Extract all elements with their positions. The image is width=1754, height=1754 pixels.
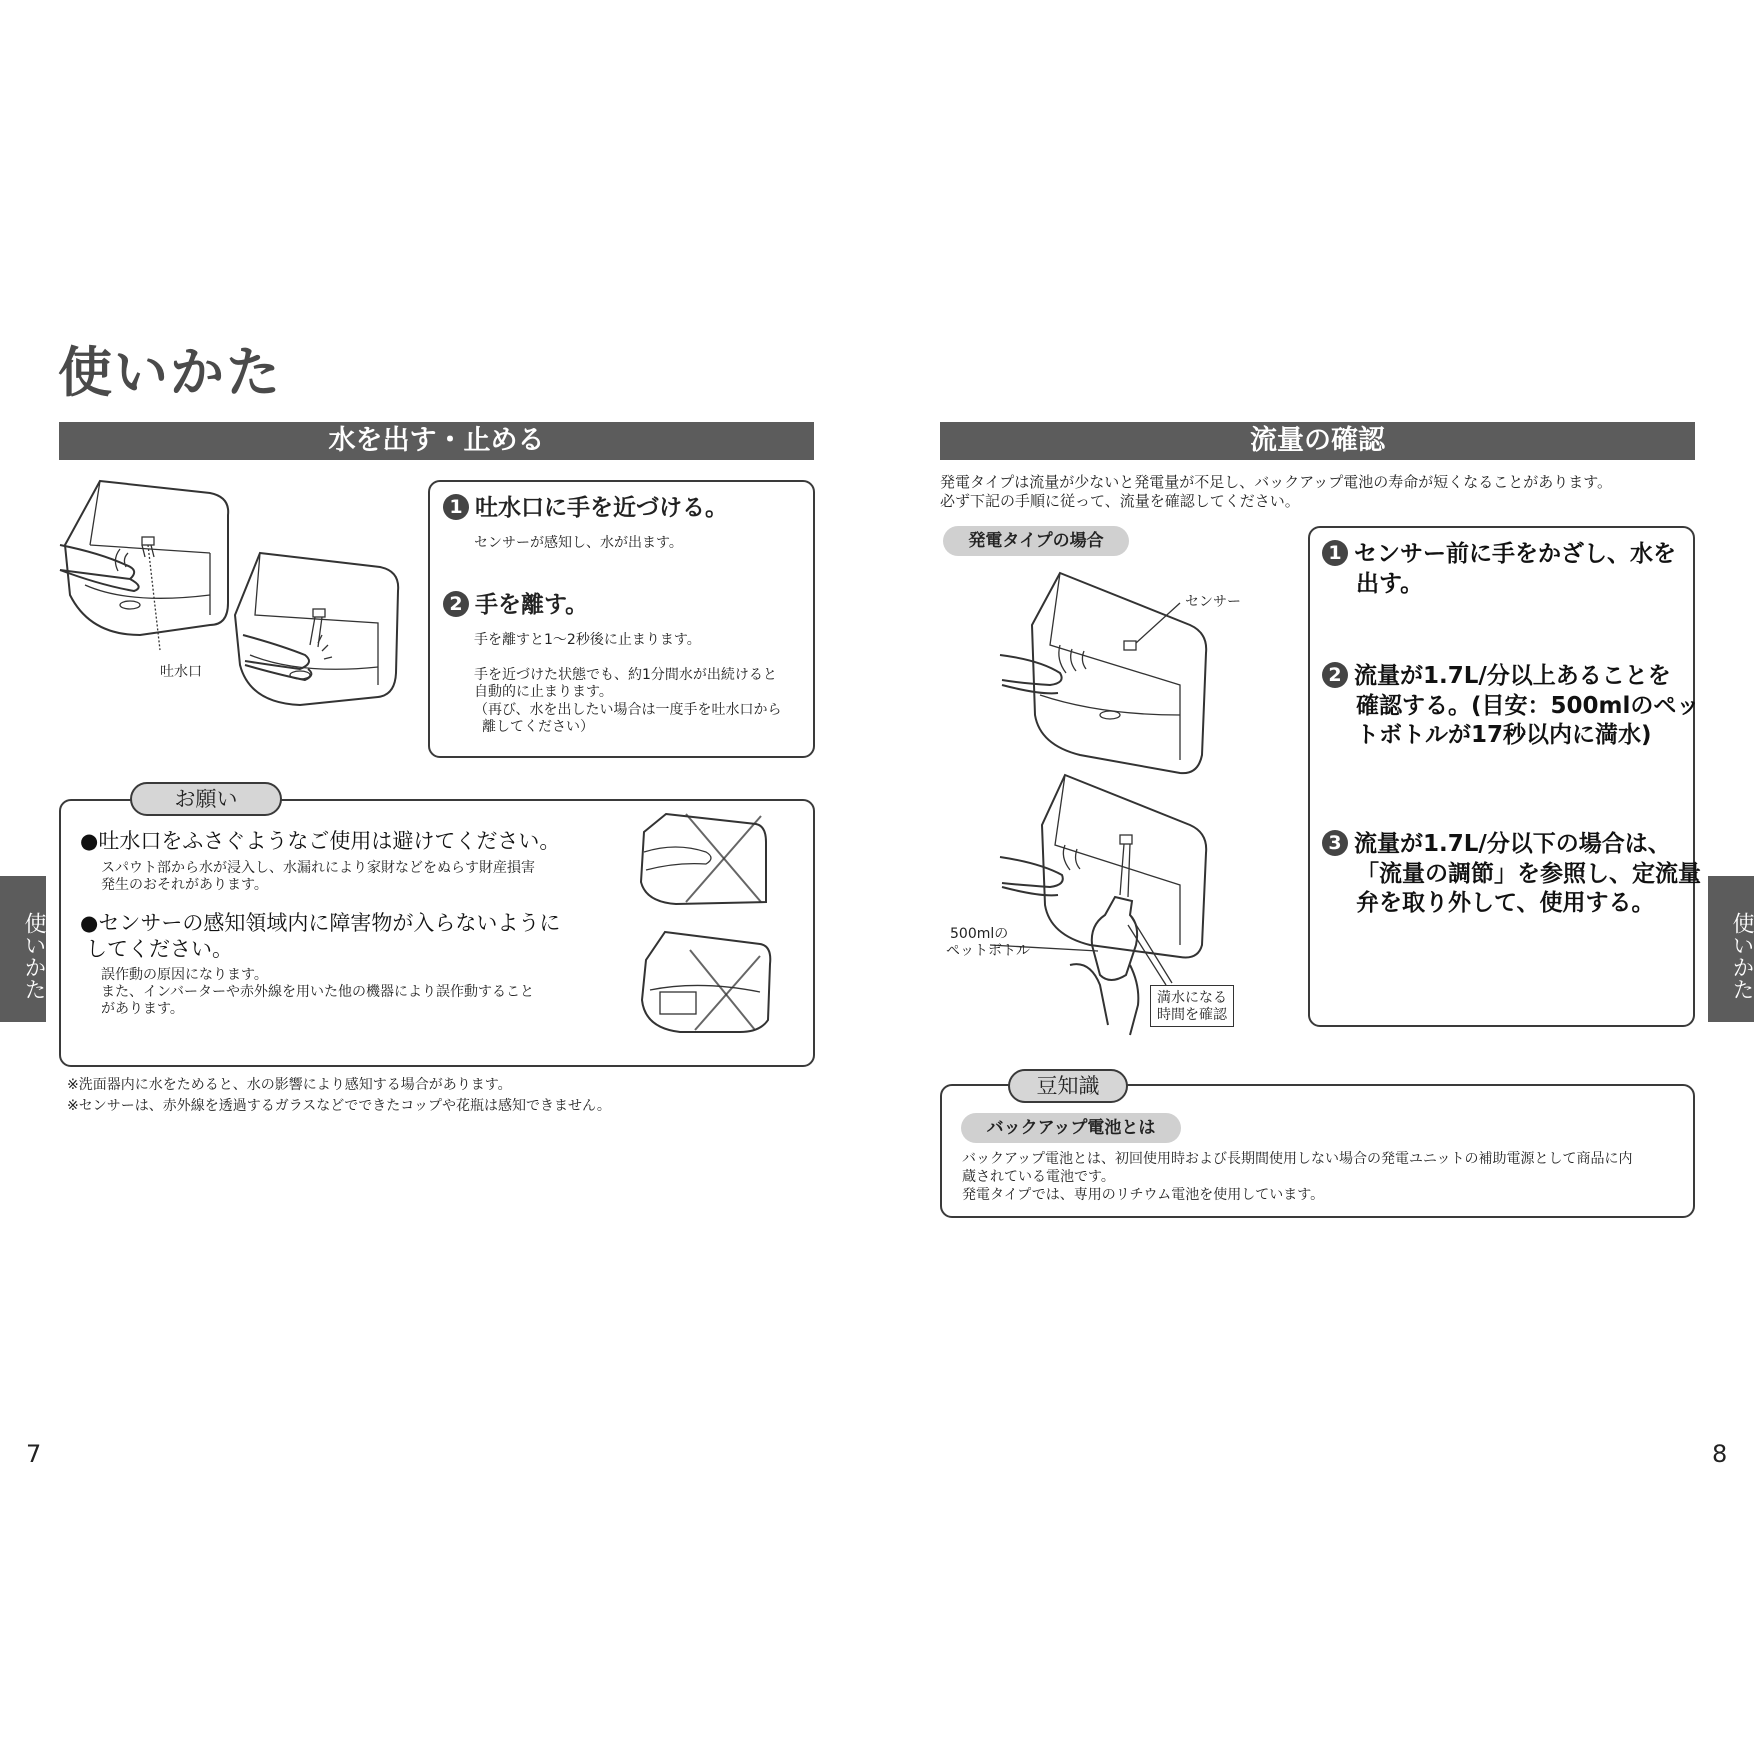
tips-label: 豆知識 xyxy=(1008,1069,1128,1103)
rstep3-line2: 「流量の調節」を参照し、定流量 xyxy=(1356,861,1701,887)
sink-illustration-left xyxy=(60,475,410,755)
rstep3-line1 xyxy=(1322,829,1671,859)
type-label: 発電タイプの場合 xyxy=(943,526,1129,556)
step2-body3a: （再び、水を出したい場合は一度手を吐水口から xyxy=(474,702,782,718)
section-title-water: 水を出す・止める xyxy=(59,422,814,460)
rstep2-line3: トボトルが17秒以内に満水) xyxy=(1356,722,1652,748)
label-time-a: 満水になる xyxy=(1157,990,1227,1006)
page-number-left: 7 xyxy=(26,1440,42,1468)
rstep1-line1 xyxy=(1322,539,1676,569)
step1-body: センサーが感知し、水が出ます。 xyxy=(474,535,683,551)
page-title: 使いかた xyxy=(58,341,282,404)
step2-body2a: 手を近づけた状態でも、約1分間水が出続けると xyxy=(474,667,777,683)
request-item2-title-b: してください。 xyxy=(86,937,233,961)
rstep3-number: 3 xyxy=(1322,830,1348,856)
rstep3-line3: 弁を取り外して、使用する。 xyxy=(1356,890,1655,916)
step2-body1: 手を離すと1～2秒後に止まります。 xyxy=(474,632,701,648)
section-title-flow: 流量の確認 xyxy=(940,422,1695,460)
rstep1-text1: センサー前に手をかざし、水を xyxy=(1354,541,1676,567)
request-item1-body-b: 発生のおそれがあります。 xyxy=(101,877,268,893)
rstep3-text1: 流量が1.7L/分以下の場合は、 xyxy=(1354,831,1671,857)
rstep2-line1 xyxy=(1322,661,1671,691)
steps-box-right xyxy=(1308,526,1695,1027)
request-item1-body-a: スパウト部から水が浸入し、水漏れにより家財などをぬらす財産損害 xyxy=(101,860,535,876)
intro-line-b: 必ず下記の手順に従って、流量を確認してください。 xyxy=(940,492,1300,510)
side-tab-right: 使いかた xyxy=(1708,876,1754,1022)
label-spout: 吐水口 xyxy=(160,664,202,680)
label-time-box xyxy=(1150,985,1234,1027)
request-item2-body-b: また、インバーターや赤外線を用いた他の機器により誤作動すること xyxy=(101,984,535,1000)
step2-heading xyxy=(443,590,588,620)
request-item2-body-a: 誤作動の原因になります。 xyxy=(101,967,268,983)
tips-body-c: 発電タイプでは、専用のリチウム電池を使用しています。 xyxy=(962,1187,1325,1203)
sink-illustration-right xyxy=(940,565,1220,1045)
step2-body2b: 自動的に止まります。 xyxy=(474,684,613,700)
prohibited-illustration-2 xyxy=(640,930,780,1035)
tips-subtitle: バックアップ電池とは xyxy=(961,1113,1181,1143)
request-item1-title: ●吐水口をふさぐようなご使用は避けてください。 xyxy=(80,829,561,853)
request-item2-body-c: があります。 xyxy=(101,1001,184,1017)
page-number-right: 8 xyxy=(1712,1440,1728,1468)
request-item2-title-a: ●センサーの感知領域内に障害物が入らないように xyxy=(80,911,561,935)
tips-body-b: 蔵されている電池です。 xyxy=(962,1169,1115,1185)
step2-body3b: 離してください） xyxy=(482,719,594,735)
intro-line-a: 発電タイプは流量が少ないと発電量が不足し、バックアップ電池の寿命が短くなることがあります。 xyxy=(940,473,1613,491)
note-1: ※洗面器内に水をためると、水の影響により感知する場合があります。 xyxy=(67,1077,512,1093)
rstep2-number: 2 xyxy=(1322,662,1348,688)
rstep1-line2: 出す。 xyxy=(1356,571,1424,597)
label-sensor: センサー xyxy=(1185,594,1241,610)
step1-title: 吐水口に手を近づける。 xyxy=(475,495,728,521)
label-bottle-a: 500mlの xyxy=(950,926,1009,942)
step1-heading xyxy=(443,493,728,523)
label-bottle-b: ペットボトル xyxy=(946,943,1030,959)
tips-body-a: バックアップ電池とは、初回使用時および長期間使用しない場合の発電ユニットの補助電源として商品に内 xyxy=(962,1151,1633,1167)
prohibited-illustration-1 xyxy=(636,812,776,912)
label-time-b: 時間を確認 xyxy=(1157,1007,1227,1023)
rstep2-line2: 確認する。(目安：500mlのペッ xyxy=(1356,693,1700,719)
note-2: ※センサーは、赤外線を透過するガラスなどでできたコップや花瓶は感知できません。 xyxy=(67,1098,611,1114)
step1-number: 1 xyxy=(443,494,469,520)
rstep2-text1: 流量が1.7L/分以上あることを xyxy=(1354,663,1671,689)
side-tab-left: 使いかた xyxy=(0,876,46,1022)
step2-title: 手を離す。 xyxy=(475,592,589,618)
step2-number: 2 xyxy=(443,591,469,617)
request-label: お願い xyxy=(130,782,282,816)
rstep1-number: 1 xyxy=(1322,540,1348,566)
